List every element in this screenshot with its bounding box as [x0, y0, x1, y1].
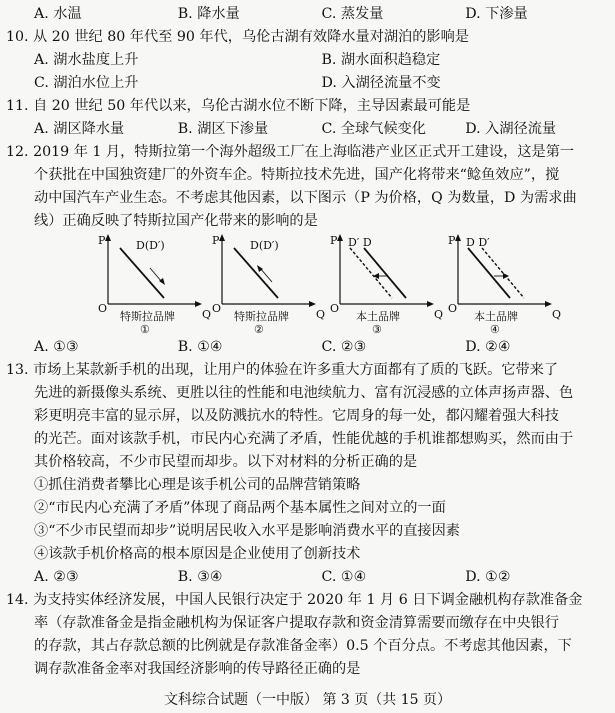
page-footer: 文科综合试题（一中版） 第 3 页（共 15 页） [164, 692, 451, 708]
graph-3-number: ③ [372, 323, 382, 336]
q12-option-d[interactable]: D. ②④ [465, 339, 511, 355]
q12-option-a[interactable]: A. ①③ [34, 339, 79, 355]
q12-line-4: 线）正确反映了特斯拉国产化带来的影响的是 [34, 213, 318, 229]
q10-option-d[interactable]: D. 入湖径流量不变 [321, 75, 441, 91]
graph-4-origin: O [448, 302, 458, 315]
graph-1-axis-q: Q [202, 308, 212, 321]
graph-3-origin: O [330, 302, 340, 315]
q12-options [34, 337, 609, 358]
q12-graph-3 [330, 234, 450, 334]
q13-item-3: ③“不少市民望而却步”说明居民收入水平是影响消费水平的直接因素 [34, 523, 460, 539]
q13-line-5: 其价格较高，不少市民望而却步。以下对材料的分析正确的是 [34, 454, 418, 470]
q14-line-3: 的存款，其占存款总额的比例就是存款准备金率）0.5 个百分点。不考虑其他因素，下 [34, 638, 572, 654]
q14-line-1: 14. 为支持实体经济发展，中国人民银行决定于 2020 年 1 月 6 日下调金融机构存款准备金 [6, 592, 583, 608]
q14-line-4: 调存款准备金率对我国经济影响的传导路径正确的是 [34, 661, 361, 677]
q11-option-c[interactable]: C. 全球气候变化 [321, 121, 426, 137]
q10-option-b[interactable]: B. 湖水面积趋稳定 [321, 52, 441, 68]
q9-options [34, 4, 609, 25]
graph-3-axis-q: Q [434, 308, 444, 321]
graph-4-caption: 本土品牌 [474, 310, 518, 323]
q12-graph-2 [212, 234, 332, 334]
graph-4-axis-q: Q [552, 308, 562, 321]
graph-1-origin: O [98, 302, 108, 315]
graph-1-axis-p: P [98, 234, 106, 247]
q9-option-b[interactable]: B. 降水量 [177, 6, 240, 22]
graph-1-curve-label: D(D′) [136, 239, 165, 252]
graph-3-curve-label: D′ D [348, 236, 372, 249]
q13-item-4: ④该款手机价格高的根本原因是企业使用了创新技术 [34, 546, 361, 562]
q10-stem: 10. 从 20 世纪 80 年代至 90 年代，乌伦古湖有效降水量对湖泊的影响是 [6, 29, 469, 45]
graph-3-caption: 本土品牌 [356, 310, 400, 323]
graph-2-caption: 特斯拉品牌 [234, 310, 289, 323]
q12-line-3: 动中国汽车产业生态。不考虑其他因素，以下图示（P 为价格，Q 为数量，D 为需求曲 [34, 190, 577, 206]
q13-option-b[interactable]: B. ③④ [177, 569, 223, 585]
q10-options-row1 [34, 50, 609, 71]
graph-2-axis-p: P [212, 234, 220, 247]
q13-line-3: 彩更明亮丰富的显示屏，以及防溅抗水的特性。它周身的每一处，都闪耀着强大科技 [34, 408, 559, 424]
q14-line-2: 率（存款准备金是指金融机构为保证客户提取存款和资金清算需要而缴存在中央银行 [34, 615, 559, 631]
q13-line-4: 的光芒。面对该款手机，市民内心充满了矛盾，性能优越的手机谁都想购买，然而由于 [34, 431, 574, 447]
q9-option-c[interactable]: C. 蒸发量 [321, 6, 384, 22]
graph-2-axis-q: Q [316, 308, 326, 321]
graph-1-caption: 特斯拉品牌 [120, 310, 175, 323]
q13-line-2: 先进的新摄像头系统、更胜以往的性能和电池续航力、富有沉浸感的立体声扬声器、色 [34, 385, 574, 401]
q13-line-1: 13. 市场上某款新手机的出现，让用户的体验在许多重大方面都有了质的飞跃。它带来了 [6, 362, 559, 378]
q12-option-b[interactable]: B. ①④ [177, 339, 223, 355]
q12-option-c[interactable]: C. ②③ [321, 339, 367, 355]
q12-graph-4 [448, 234, 568, 334]
q11-option-d[interactable]: D. 入湖径流量 [465, 121, 557, 137]
graph-2-origin: O [212, 302, 222, 315]
q12-line-1: 12. 2019 年 1 月，特斯拉第一个海外超级工厂在上海临港产业区正式开工建设，这是第一 [6, 144, 575, 160]
q12-line-2: 个获批在中国独资建厂的外资车企。特斯拉技术先进，国产化将带来“鲶鱼效应”，搅 [34, 167, 560, 183]
graph-3-axis-p: P [330, 234, 338, 247]
q9-option-a[interactable]: A. 水温 [34, 6, 82, 22]
graph-2-number: ② [254, 323, 264, 336]
graph-4-curve-label: D D′ [466, 236, 490, 249]
q10-option-c[interactable]: C. 湖泊水位上升 [34, 75, 139, 91]
graph-4-number: ④ [490, 323, 500, 336]
q13-item-2: ②“市民内心充满了矛盾”体现了商品两个基本属性之间对立的一面 [34, 500, 446, 516]
q13-options [34, 567, 609, 588]
q10-options-row2 [34, 73, 609, 94]
q13-option-a[interactable]: A. ②③ [34, 569, 79, 585]
q9-option-d[interactable]: D. 下渗量 [465, 6, 528, 22]
q12-graph-1 [98, 234, 218, 334]
graph-4-axis-p: P [448, 234, 456, 247]
q11-options [34, 119, 609, 140]
q13-option-c[interactable]: C. ①④ [321, 569, 367, 585]
q11-option-b[interactable]: B. 湖区下渗量 [177, 121, 269, 137]
q13-item-1: ①抓住消费者攀比心理是该手机公司的品牌营销策略 [34, 477, 361, 493]
graph-1-number: ① [140, 323, 150, 336]
q11-stem: 11. 自 20 世纪 50 年代以来，乌伦古湖水位不断下降，主导因素最可能是 [6, 98, 471, 114]
q10-option-a[interactable]: A. 湖水盐度上升 [34, 52, 139, 68]
q11-option-a[interactable]: A. 湖区降水量 [34, 121, 125, 137]
graph-2-curve-label: D(D′) [250, 239, 279, 252]
q13-option-d[interactable]: D. ①② [465, 569, 511, 585]
